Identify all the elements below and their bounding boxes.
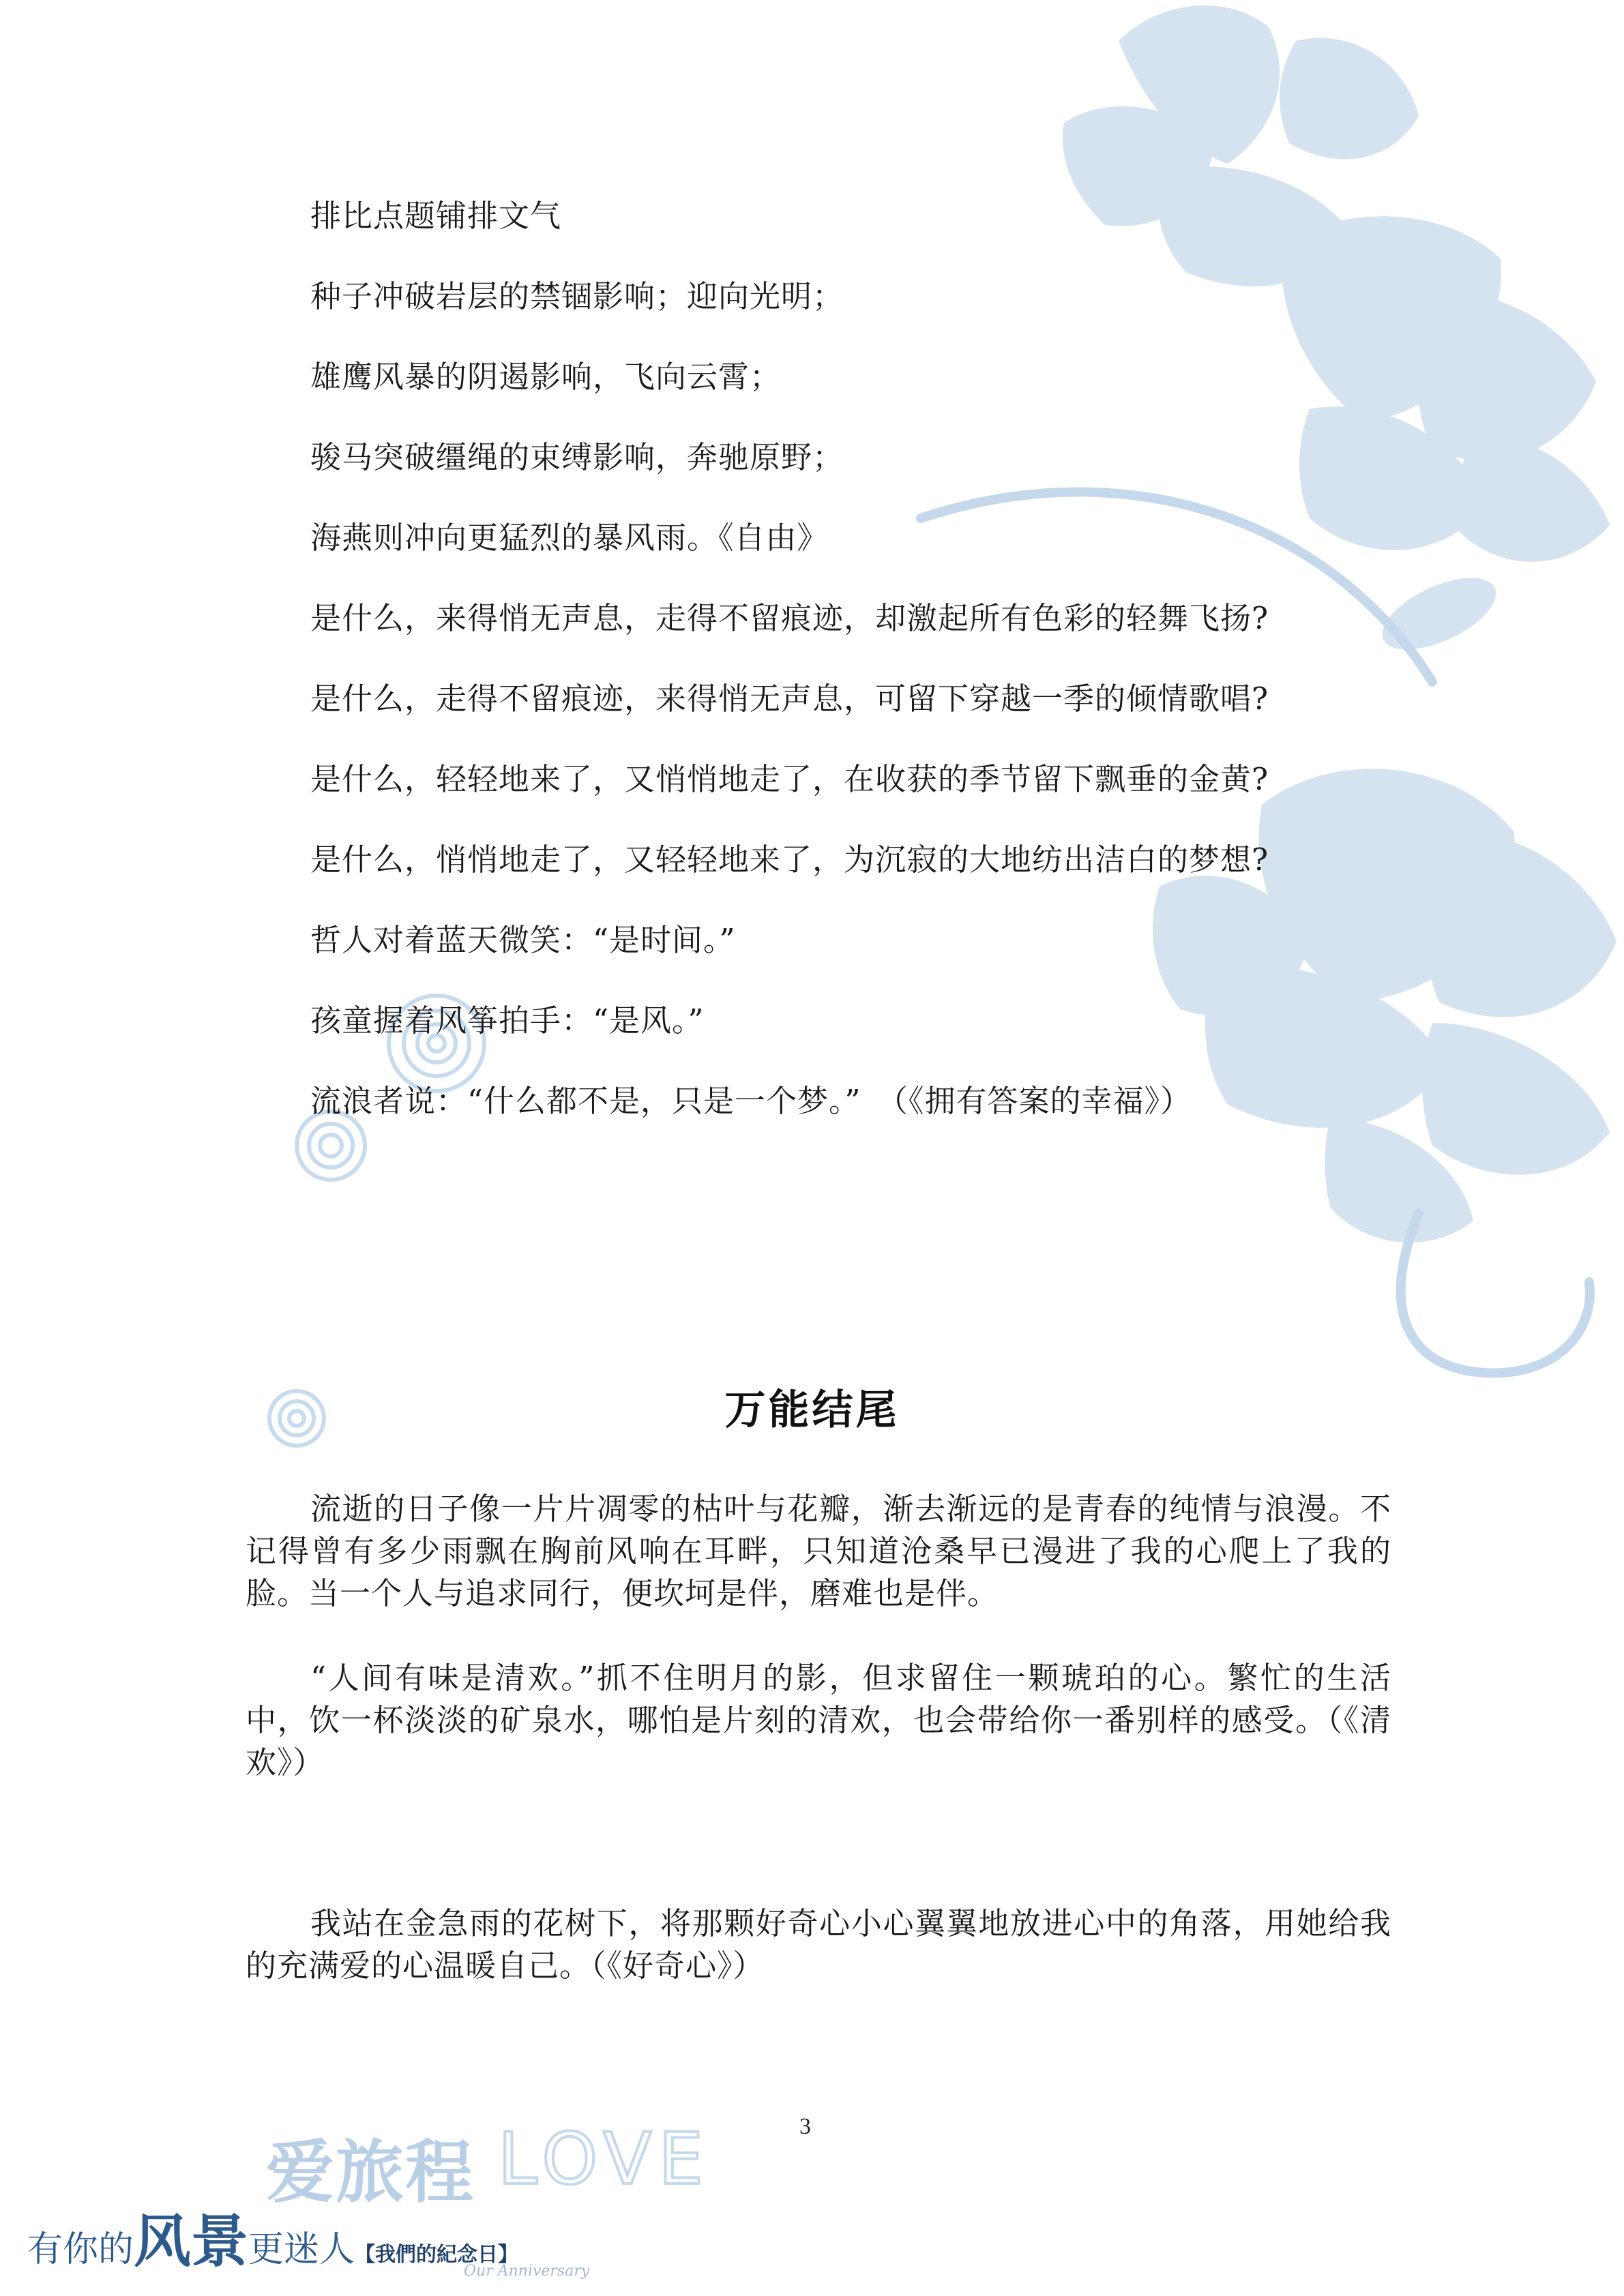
text-line: 雄鹰风暴的阴遏影响，飞向云霄；	[310, 359, 782, 395]
paragraph: “人间有味是清欢。”抓不住明月的影，但求留住一颗琥珀的心。繁忙的生活中，饮一杯淡淡的矿泉水，哪怕是片刻的清欢，也会带给你一番别样的感受。（《清欢》）	[246, 1660, 1391, 1780]
text-line: 是什么，走得不留痕迹，来得悄无声息，可留下穿越一季的倾情歌唱?	[310, 681, 1269, 717]
text-line: 哲人对着蓝天微笑：“是时间。”	[310, 922, 736, 958]
text-line: 是什么，轻轻地来了，又悄悄地走了，在收获的季节留下飘垂的金黄?	[310, 761, 1269, 797]
text-line: 排比点题铺排文气	[310, 198, 562, 234]
text-line: 孩童握着风筝拍手：“是风。”	[310, 1002, 705, 1039]
watermark-logo	[27, 2117, 778, 2296]
text-line: 种子冲破岩层的禁锢影响；迎向光明；	[310, 278, 844, 314]
text-line: 是什么，悄悄地走了，又轻轻地来了，为沉寂的大地纺出洁白的梦想?	[310, 841, 1269, 878]
text-line: 海燕则冲向更猛烈的暴风雨。《自由》	[310, 520, 829, 556]
text-line: 是什么，来得悄无声息，走得不留痕迹，却激起所有色彩的轻舞飞扬?	[310, 600, 1269, 636]
paragraph: 流逝的日子像一片片凋零的枯叶与花瓣，渐去渐远的是青春的纯情与浪漫。不记得曾有多少雨飘在胸前风响在耳畔，只知道沧桑早已漫进了我的心爬上了我的脸。当一个人与追求同行，便坎坷是伴，磨难也是伴。	[246, 1491, 1391, 1611]
page-number: 3	[799, 2114, 811, 2139]
logo-bottom-suffix: 更迷人	[248, 2229, 355, 2270]
logo-love-text: LOVE	[498, 2117, 711, 2201]
logo-bracket: 【我們的紀念日】	[355, 2243, 519, 2267]
logo-bottom-big: 风景	[134, 2208, 249, 2275]
logo-bottom-prefix: 有你的	[27, 2229, 134, 2270]
section-heading: 万能结尾	[724, 1386, 900, 1434]
text-line: 流浪者说：“什么都不是，只是一个梦。” （《拥有答案的幸福》）	[310, 1083, 1192, 1119]
text-line: 骏马突破缰绳的束缚影响，奔驰原野；	[310, 439, 844, 475]
logo-top-text: 爱旅程	[266, 2132, 475, 2212]
logo-sub-text: Our Anniversary	[464, 2263, 590, 2280]
paragraph: 我站在金急雨的花树下，将那颗好奇心小心翼翼地放进心中的角落，用她给我的充满爱的心温暖自己。（《好奇心》）	[246, 1905, 1391, 1984]
